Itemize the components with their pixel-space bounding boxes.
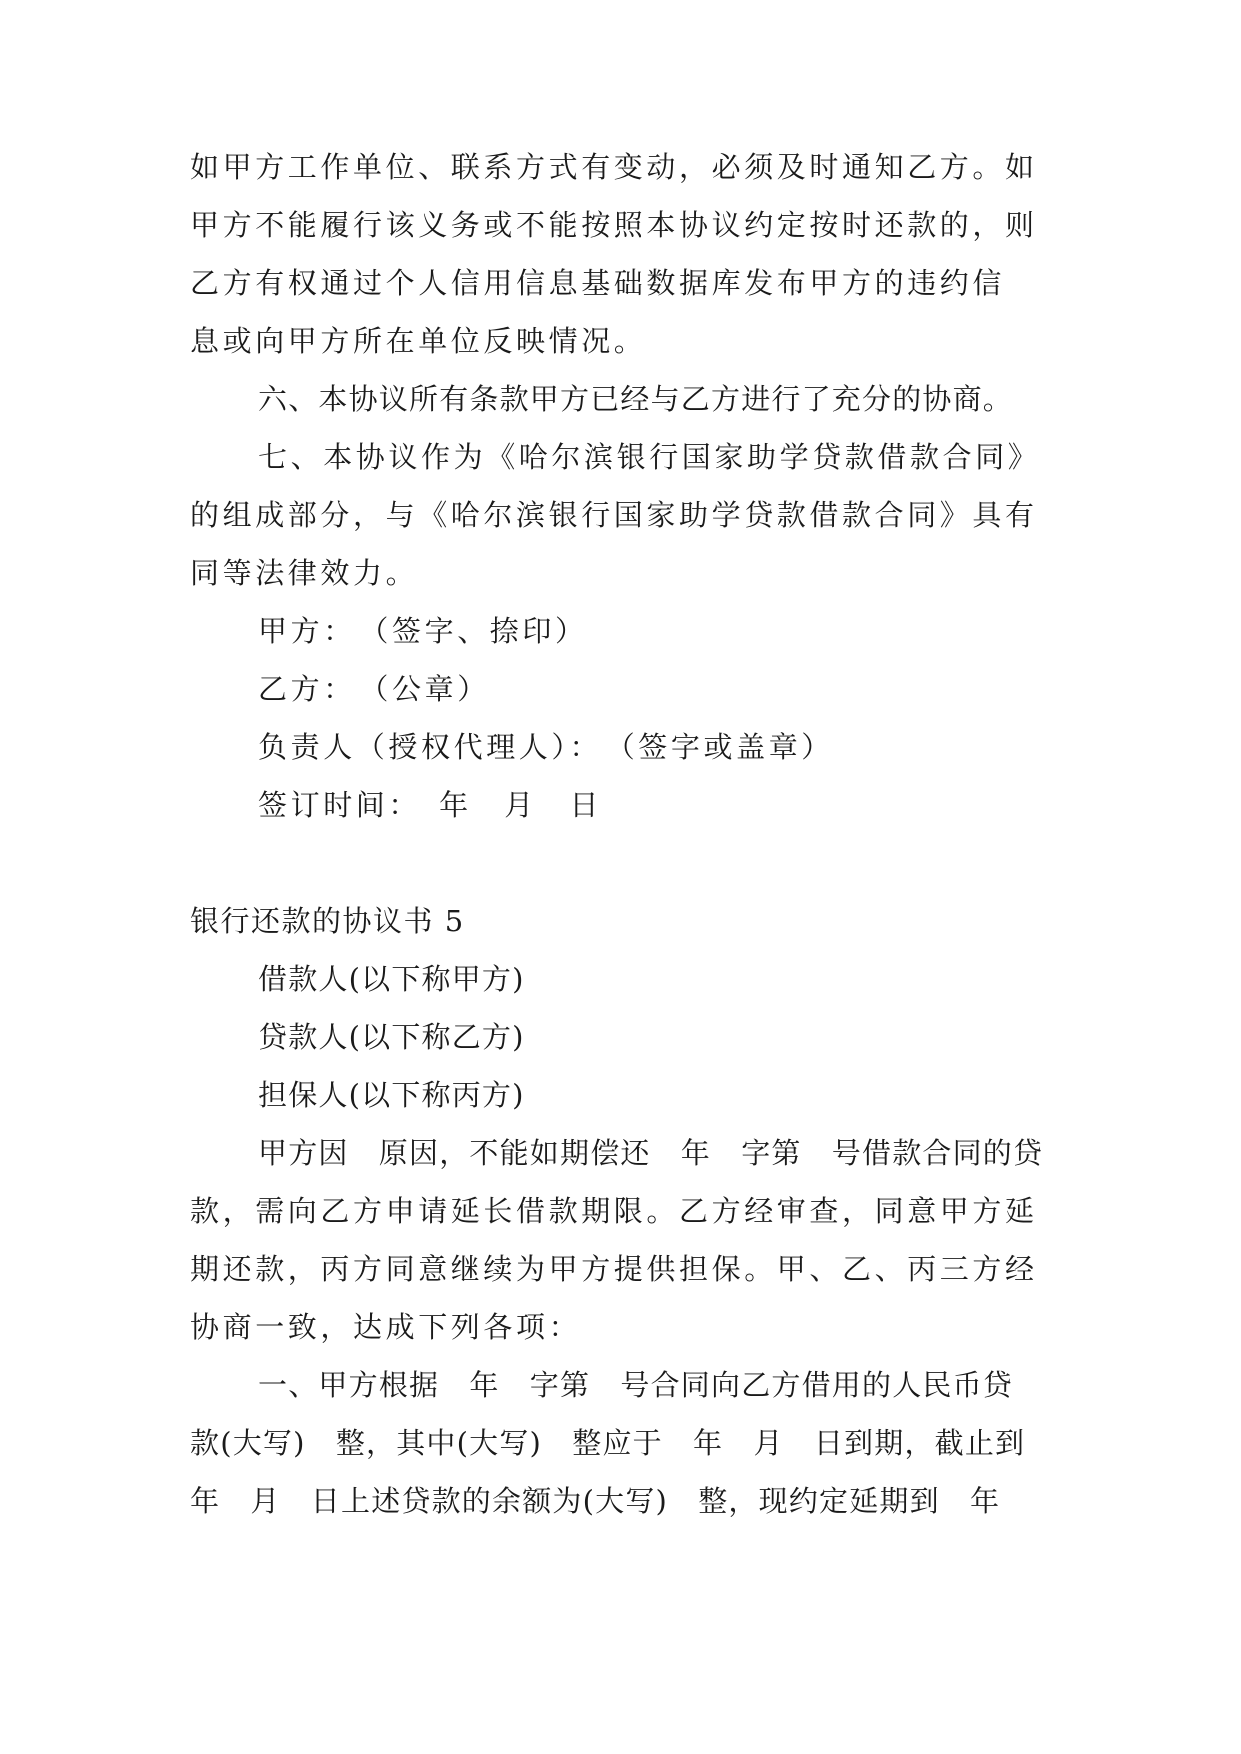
clause-seven: 七、本协议作为《哈尔滨银行国家助学贷款借款合同》 [258, 440, 1041, 474]
representative-signature-line: 负责人（授权代理人）： （签字或盖章） [258, 730, 834, 764]
paragraph-line: 同等法律效力。 [190, 556, 419, 590]
paragraph-line: 的组成部分，与《哈尔滨银行国家助学贷款借款合同》具有 [190, 498, 1038, 532]
borrower-line: 借款人(以下称甲方) [258, 962, 525, 996]
paragraph-line: 协商一致，达成下列各项： [190, 1310, 582, 1344]
paragraph-line: 期还款，丙方同意继续为甲方提供担保。甲、乙、丙三方经 [190, 1252, 1038, 1286]
section-heading: 银行还款的协议书 5 [190, 904, 465, 938]
party-a-signature-line: 甲方： （签字、捺印） [258, 614, 588, 648]
paragraph-line: 息或向甲方所在单位反映情况。 [190, 324, 647, 358]
signing-date-line: 签订时间： 年 月 日 [258, 788, 603, 822]
party-b-seal-line: 乙方： （公章） [258, 672, 490, 706]
paragraph-line: 乙方有权通过个人信用信息基础数据库发布甲方的违约信 [190, 266, 1006, 300]
guarantor-line: 担保人(以下称丙方) [258, 1078, 525, 1112]
clause-six: 六、本协议所有条款甲方已经与乙方进行了充分的协商。 [258, 382, 1014, 416]
clause-one: 一、甲方根据 年 字第 号合同向乙方借用的人民币贷 [258, 1368, 1014, 1402]
paragraph-line: 年 月 日上述贷款的余额为(大写) 整，现约定延期到 年 [190, 1484, 1001, 1518]
paragraph-line: 甲方不能履行该义务或不能按照本协议约定按时还款的，则 [190, 208, 1038, 242]
paragraph-line: 款，需向乙方申请延长借款期限。乙方经审查，同意甲方延 [190, 1194, 1038, 1228]
paragraph-line: 款(大写) 整，其中(大写) 整应于 年 月 日到期，截止到 [190, 1426, 1026, 1460]
paragraph-line: 如甲方工作单位、联系方式有变动，必须及时通知乙方。如 [190, 150, 1038, 184]
paragraph-line: 甲方因 原因，不能如期偿还 年 字第 号借款合同的贷 [258, 1136, 1044, 1170]
lender-line: 贷款人(以下称乙方) [258, 1020, 525, 1054]
